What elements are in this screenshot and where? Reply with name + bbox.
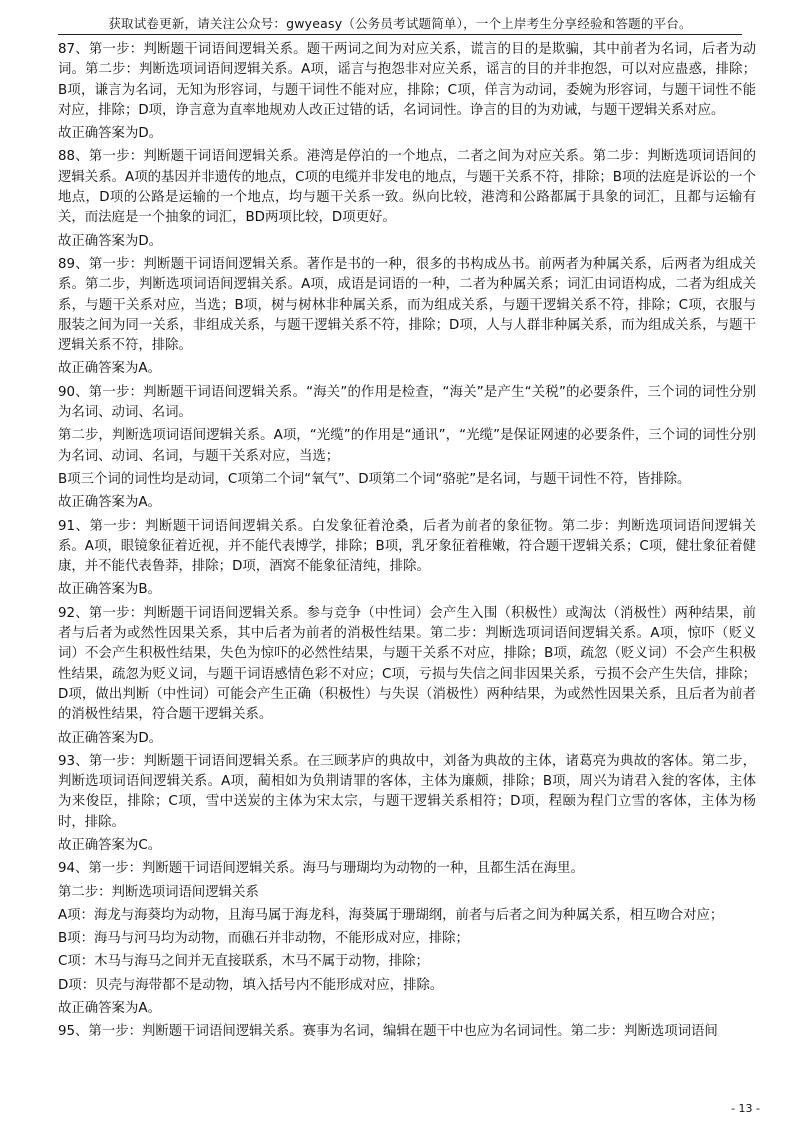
answer-explanations — [58, 40, 756, 1046]
paragraph: B项：海马与河马均为动物，而礁石并非动物，不能形成对应，排除； — [58, 931, 469, 947]
paragraph: 87、第一步：判断题干词语间逻辑关系。题干两词之间为对应关系，谎言的目的是欺骗，其中前者为名词，后者为动词。第二步：判断选项词语间逻辑关系。A项，谣言与抱怨非对应关系，谣言的目的并非抱怨，可以对应蛊惑，排除；B项，谦言为名词，无知为形容词，与题干词性不能对应，排除；C项，佯言为动词，委婉为形容词，与题干词性不能对应，排除；D项，诤言意为直率地规劝人改正过错的话，名词词性。诤言的目的为劝诫，与题干逻辑关系对应。 — [58, 42, 756, 118]
paragraph: 第二步，判断选项词语间逻辑关系。A项，“光缆”的作用是“通讯”，“光缆”是保证网速的必要条件，三个词的词性分别为名词、动词、名词，与题干关系对应，当选； — [58, 428, 756, 464]
paragraph: 92、第一步：判断题干词语间逻辑关系。参与竞争（中性词）会产生入围（积极性）或淘汰（消极性）两种结果，前者与后者为或然性因果关系，其中后者为前者的消极性结果。第二步：判断选项词语间逻辑关系。A项，惊吓（贬义词）不会产生积极性结果，失色为惊吓的必然性结果，与题干关系不对应，排除；B项，疏忽（贬义词）不会产生积极性结果，疏忽为贬义词，与题干词语感情色彩不对应；C项，亏损与失信之间非因果关系，亏损不会产生失信，排除；D项，做出判断（中性词）可能会产生正确（积极性）与失误（消极性）两种结果，为或然性因果关系，且后者为前者的消极性结果，符合题干逻辑关系。 — [58, 605, 756, 723]
paragraph: D项：贝壳与海带都不是动物，填入括号内不能形成对应，排除。 — [58, 977, 444, 993]
paragraph: 89、第一步：判断题干词语间逻辑关系。著作是书的一种，很多的书构成丛书。前两者为种属关系，后两者为组成关系。第二步，判断选项词语间逻辑关系。A项，成语是词语的一种，二者为种属关系；词汇由词语构成，二者为组成关系，与题干关系对应，当选；B项，树与树林非种属关系，而为组成关系，与题干逻辑关系不符，排除；C项，衣服与服装之间为同一关系，非组成关系，与题干逻辑关系不符，排除；D项，人与人群非种属关系，而为组成关系，与题干逻辑关系不符，排除。 — [58, 256, 756, 354]
page-number: - 13 - — [731, 1102, 760, 1115]
paragraph: A项：海龙与海葵均为动物，且海马属于海龙科，海葵属于珊瑚纲，前者与后者之间为种属关系，相互吻合对应； — [58, 907, 724, 923]
paragraph: 88、第一步：判断题干词语间逻辑关系。港湾是停泊的一个地点，二者之间为对应关系。第二步：判断选项词语间的逻辑关系。A项的基因并非遗传的地点，C项的电缆并非发电的地点，与题干关系不符，排除；B项的法庭是诉讼的一个地点，D项的公路是运输的一个地点，均与题干关系一致。纵向比较，港湾和公路都属于具象的词汇，且都与运输有关，而法庭是一个抽象的词汇，BD两项比较，D项更好。 — [58, 149, 756, 226]
paragraph: 90、第一步：判断题干词语间逻辑关系。“海关”的作用是检查，“海关”是产生“关税”的必要条件，三个词的词性分别为名词、动词、名词。 — [58, 384, 756, 421]
paragraph: 94、第一步：判断题干词语间逻辑关系。海马与珊瑚均为动物的一种，且都生活在海里。 — [58, 861, 584, 877]
page-header: 获取试卷更新，请关注公众号：gwyeasy（公务员考试题简单），一个上岸考生分享经验和答题的平台。 — [108, 16, 692, 31]
answer-line: 故正确答案为D。 — [58, 233, 163, 249]
paragraph: 95、第一步：判断题干词语间逻辑关系。赛事为名词，编辑在题干中也应为名词词性。第二步：判断选项词语间 — [58, 1024, 718, 1040]
answer-line: 故正确答案为A。 — [58, 361, 161, 377]
answer-line: 故正确答案为D。 — [58, 730, 163, 746]
answer-line: 故正确答案为A。 — [58, 1001, 161, 1017]
paragraph: C项：木马与海马之间并无直接联系，木马不属于动物，排除； — [58, 954, 429, 970]
header-divider — [58, 34, 742, 35]
paragraph: 第二步：判断选项词语间逻辑关系 — [58, 884, 259, 900]
answer-line: 故正确答案为C。 — [58, 837, 162, 853]
answer-line: 故正确答案为B。 — [58, 582, 161, 598]
paragraph: 91、第一步：判断题干词语间逻辑关系。白发象征着沧桑，后者为前者的象征物。第二步：判断选项词语间逻辑关系。A项，眼镜象征着近视，并不能代表博学，排除；B项，乳牙象征着稚嫩，符合题干逻辑关系；C项，健壮象征着健康，并不能代表鲁莽，排除；D项，酒窝不能象征清纯，排除。 — [58, 518, 756, 575]
answer-line: 故正确答案为D。 — [58, 126, 163, 142]
answer-line: 故正确答案为A。 — [58, 495, 161, 511]
paragraph: 93、第一步：判断题干词语间逻辑关系。在三顾茅庐的典故中，刘备为典故的主体，诸葛亮为典故的客体。第二步，判断选项词语间逻辑关系。A项，蔺相如为负荆请罪的客体，主体为廉颇，排除；B项，周兴为请君入瓮的客体，主体为来俊臣，排除；C项，雪中送炭的主体为宋太宗，与题干逻辑关系相符；D项，程颐为程门立雪的客体，主体为杨时，排除。 — [58, 753, 756, 830]
paragraph: B项三个词的词性均是动词，C项第二个词“氧气”、D项第二个词“骆驼”是名词，与题干词性不符，皆排除。 — [58, 471, 691, 487]
